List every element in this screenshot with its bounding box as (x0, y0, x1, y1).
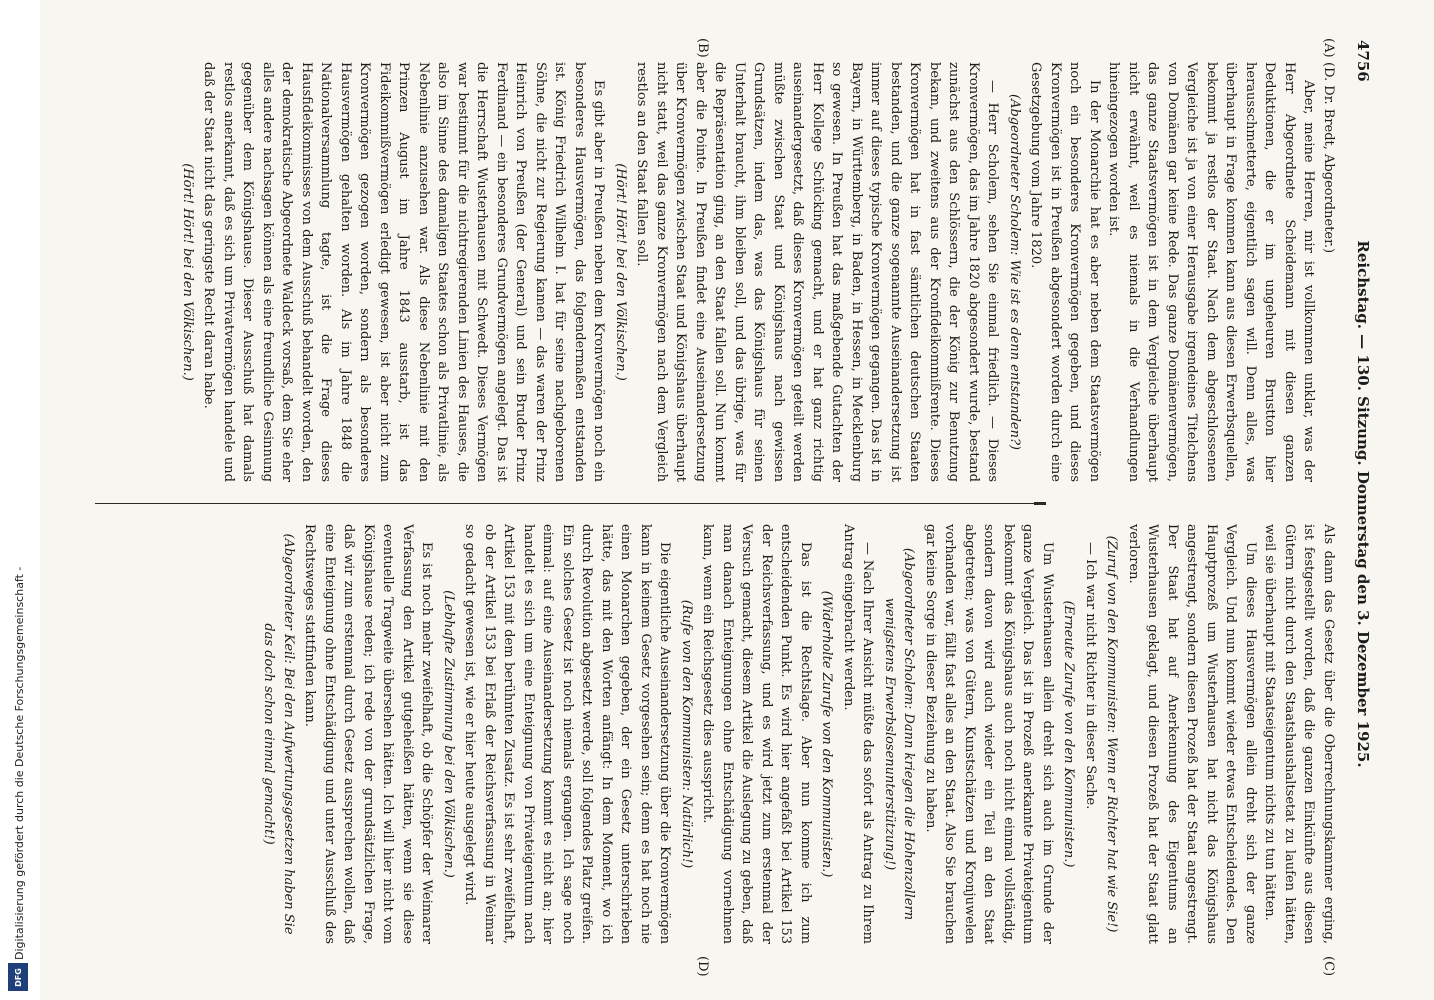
paragraph: — Nach Ihrer Ansicht müßte das sofort als Antrag zu Ihrem Antrag eingebracht werden. (841, 524, 876, 944)
paragraph: Um Wusterhausen allein dreht sich auch im Grunde der ganze Vergleich. Das ist in Prozeß anerkannte Privateigentum bekommt das Königshaus auch noch nicht einmal vollständig, sondern davon wird auch wieder ein Teil an den Staat abgetreten; was von Gütern, Kunstschätzen und Kronjuwelen vorhanden war, fällt fast alles an den Staat. Also Sie brauchen gar keine Sorge in dieser Beziehung zu haben. (923, 524, 1055, 944)
interjection: (Rufe von den Kommunisten: Natürlich!) (679, 599, 694, 869)
paragraph: Als dann das Gesetz über die Oberrechnungskammer erging, ist festgestellt worden, daß die ganzen Einkünfte aus diesen Gütern nicht durch den Staatshaushaltsetat zu laufen hätten, weil sie überhaupt mit Staatseigentum nichts zu tun hätten. (1262, 524, 1336, 944)
margin-marker-c: (C) (1321, 956, 1336, 977)
right-column (257, 524, 1338, 944)
column-divider (95, 503, 1035, 504)
interjection: (Abgeordneter Scholem: Wie ist es denn entstanden?) (1007, 94, 1022, 450)
paragraph: Das ist die Rechtslage. Aber nun komme ich zum entscheidenden Punkt. Es wird hier angefaßt bei Artikel 153 der Reichsverfassung, und es wird jetzt zum erstenmal der Versuch gemacht, diesem Artikel die Auslegung zu geben, daß man danach Enteignungen ohne Entschädigung vornehmen kann, wenn ein Reichsgesetz dies ausspricht. (700, 524, 813, 944)
paragraph: Die eigentliche Auseinandersetzung über die Kronvermögen kann in keinem Gesetz vorgesehen sein; denn es hat noch nie einen Monarchen gegeben, der ein Gesetz unterschrieben hätte, das mit den Worten anfängt: In dem Moment, wo ich durch Revolution abgesetzt werde, soll folgendes Platz greifen. Ein solches Gesetz ist noch niemals ergangen. Ich sage noch einmal: auf eine Auseinandersetzung kommt es nicht an; hier handelt es sich um eine Enteignung von Privateigentum nach Artikel 153 mit dem berühmten Zusatz. Es ist sehr zweifelhaft, ob der Artikel 153 bei Erlaß der Reichsverfassung in Weimar so gedacht gewesen ist, wie er hier heute ausgelegt wird. (462, 524, 673, 944)
paragraph: (D. Dr. Bredt, Abgeordneter.) (1321, 62, 1336, 254)
interjection: (Hört! Hört! bei den Völkischen.) (613, 163, 628, 381)
paragraph: Es ist noch mehr zweifelhaft, ob die Schöpfer der Weimarer Verfassung den Artikel gutgeheißen hätten, wenn sie diese eventuelle Tragweite übersehen hätten. Ich will hier nicht vom Königshause reden; ich rede von der grundsätzlichen Frage, daß wir zum erstenmal durch Gesetz aussprechen wollen, daß eine Enteignung ohne Entschädigung und unter Ausschluß des Rechtsweges stattfinden kann. (302, 524, 435, 944)
dfg-logo: DFG (8, 963, 28, 991)
paragraph: Es gibt aber in Preußen neben dem Kronvermögen noch ein besonderes Hausvermögen, das folgendermaßen entstanden ist. König Friedrich Wilhelm I. hat für seine nachgeborenen Söhne, die nicht zur Regierung kamen — das waren der Prinz Heinrich von Preußen (der General) und sein Bruder Prinz Ferdinand — ein besonderes Grundvermögen angelegt. Das ist die Herrschaft Wusterhausen mit Schwedt. Dieses Vermögen war bestimmt für die nichtregierenden Linien des Hauses, die also im Sinne des damaligen Staates schon als Privatlinie, als Nebenlinie anzusehen war. Als diese Nebenlinie mit den Prinzen August im Jahre 1843 ausstarb, ist das Fideikommißvermögen erledigt gewesen, ist aber nicht zum Kronvermögen gezogen worden, sondern als besonderes Hausvermögen gehalten worden. Als im Jahre 1848 die Nationalversammlung tagte, ist die Frage dieses Hausfideikommisses von dem Ausschuß behandelt worden, den der demokratische Abgeordnete Waldeck vorsaß, dem Sie eher alles andere nachsagen können als eine freundliche Gesinnung gegenüber dem Königshause. Dieser Ausschuß hat damals restlos anerkannt, daß es sich um Privatvermögen handele und daß der Staat nicht das geringste Recht daran habe. (201, 62, 607, 482)
page-header (1346, 40, 1372, 968)
document-sheet (90, 24, 1390, 984)
left-column (176, 62, 1339, 482)
margin-marker-a: (A) (1321, 38, 1336, 58)
interjection: (Abgeordneter Keil: Bei den Aufwertungsgesetzen haben Sie das doch schon einmal gemacht!) (261, 533, 296, 935)
interjection: (Zuruf von den Kommunisten: Wenn er Richter hat wie Sie!) (1104, 535, 1120, 933)
interjection: (Widerholte Zurufe von den Kommunisten.) (819, 590, 835, 878)
footer-strip (0, 0, 40, 1000)
paragraph: Aber, meine Herren, mir ist vollkommen unklar, was der Herr Abgeordnete Scheidemann mit diesen ganzen Deduktionen, die er im ungeheuren Brustton hier herausschmetterte, eigentlich sagen will. Denn alles, was überhaupt in Frage kommen kann aus diesen Erwerbsquellen, bekommt ja restlos der Staat. Nach dem abgeschlossenen Vergleiche ist ja von einer Herausgabe irgendeines Titelchens von Domänen gar keine Rede. Das ganze Domänenvermögen, das ganze Staatsvermögen ist in dem Vergleiche überhaupt nicht erwähnt, weil es niemals in die Verhandlungen hineingezogen worden ist. (1106, 62, 1317, 482)
interjection: (Erneute Zurufe von den Kommunisten.) (1061, 600, 1077, 868)
interjection: (Lebhafte Zustimmung bei den Völkischen.) (441, 590, 456, 878)
footer-text: Digitalisierung gefördert durch die Deutsche Forschungsgemeinschaft - (13, 566, 26, 960)
margin-marker-d: (D) (695, 956, 710, 977)
paragraph: Um dieses Hausvermögen allein dreht sich der ganze Vergleich. Und nun kommt wieder etwas Entscheidendes. Den Hauptprozeß um Wusterhausen hat nicht das Königshaus angestrengt, sondern diesen Prozeß hat der Staat angestrengt. Der Staat hat auf Anerkennung des Eigentums an Wusterhausen geklagt, und diesen Prozeß hat der Staat glatt verloren. (1126, 524, 1258, 944)
column-rule-tick (1034, 502, 1046, 505)
paragraph: — Ich war nicht Richter in dieser Sache. (1083, 542, 1098, 810)
page-number: 4756 (1354, 40, 1372, 82)
interjection: (Abgeordneter Scholem: Dann kriegen die Hohenzollern wenigstens Erwerbslosenunterstützung!) (882, 547, 917, 921)
paragraph: In der Monarchie hat es aber neben dem Staatsvermögen noch ein besonderes Kronvermögen gegeben, und dieses Kronvermögen ist in Preußen abgesondert worden durch eine Gesetzgebung vom Jahre 1820. (1028, 62, 1102, 482)
margin-marker-b: (B) (695, 38, 710, 58)
interjection: (Hört! Hört! bei den Völkischen.) (180, 163, 195, 381)
paragraph: — Herr Scholem, sehen Sie einmal friedlich. — Dieses Kronvermögen, das im Jahre 1820 abgesondert wurde, bestand zunächst aus den Schlössern, die der König zur Benutzung bekam, und zweitens aus der Kronfideikommißrente. Dieses Kronvermögen hat in fast sämtlichen deutschen Staaten bestanden, und die ganze sogenannte Auseinandersetzung ist immer auf dieses typische Kronvermögen gegangen. Das ist in Bayern, in Württemberg, in Baden, in Hessen, in Mecklenburg so gewesen. In Preußen hat das maßgebende Gutachten der Herr Kollege Schücking gemacht, und er hat ganz richtig auseinandergesetzt, daß dieses Kronvermögen geteilt werden müßte zwischen Staat und Königshaus nach gewissen Grundsätzen, indem das, was das Königshaus für seinen Unterhalt braucht, ihm bleiben soll, und das übrige, was für die Repräsentation ging, an den Staat fallen soll. Nun kommt aber die Pointe. In Preußen findet eine Auseinandersetzung über Kronvermögen zwischen Staat und Königshaus überhaupt nicht statt, weil das ganze Kronvermögen nach dem Vergleich restlos an den Staat fallen soll. (634, 62, 1001, 482)
page-title: Reichstag. — 130. Sitzung. Donnerstag den 3. Dezember 1925. (1354, 240, 1372, 768)
